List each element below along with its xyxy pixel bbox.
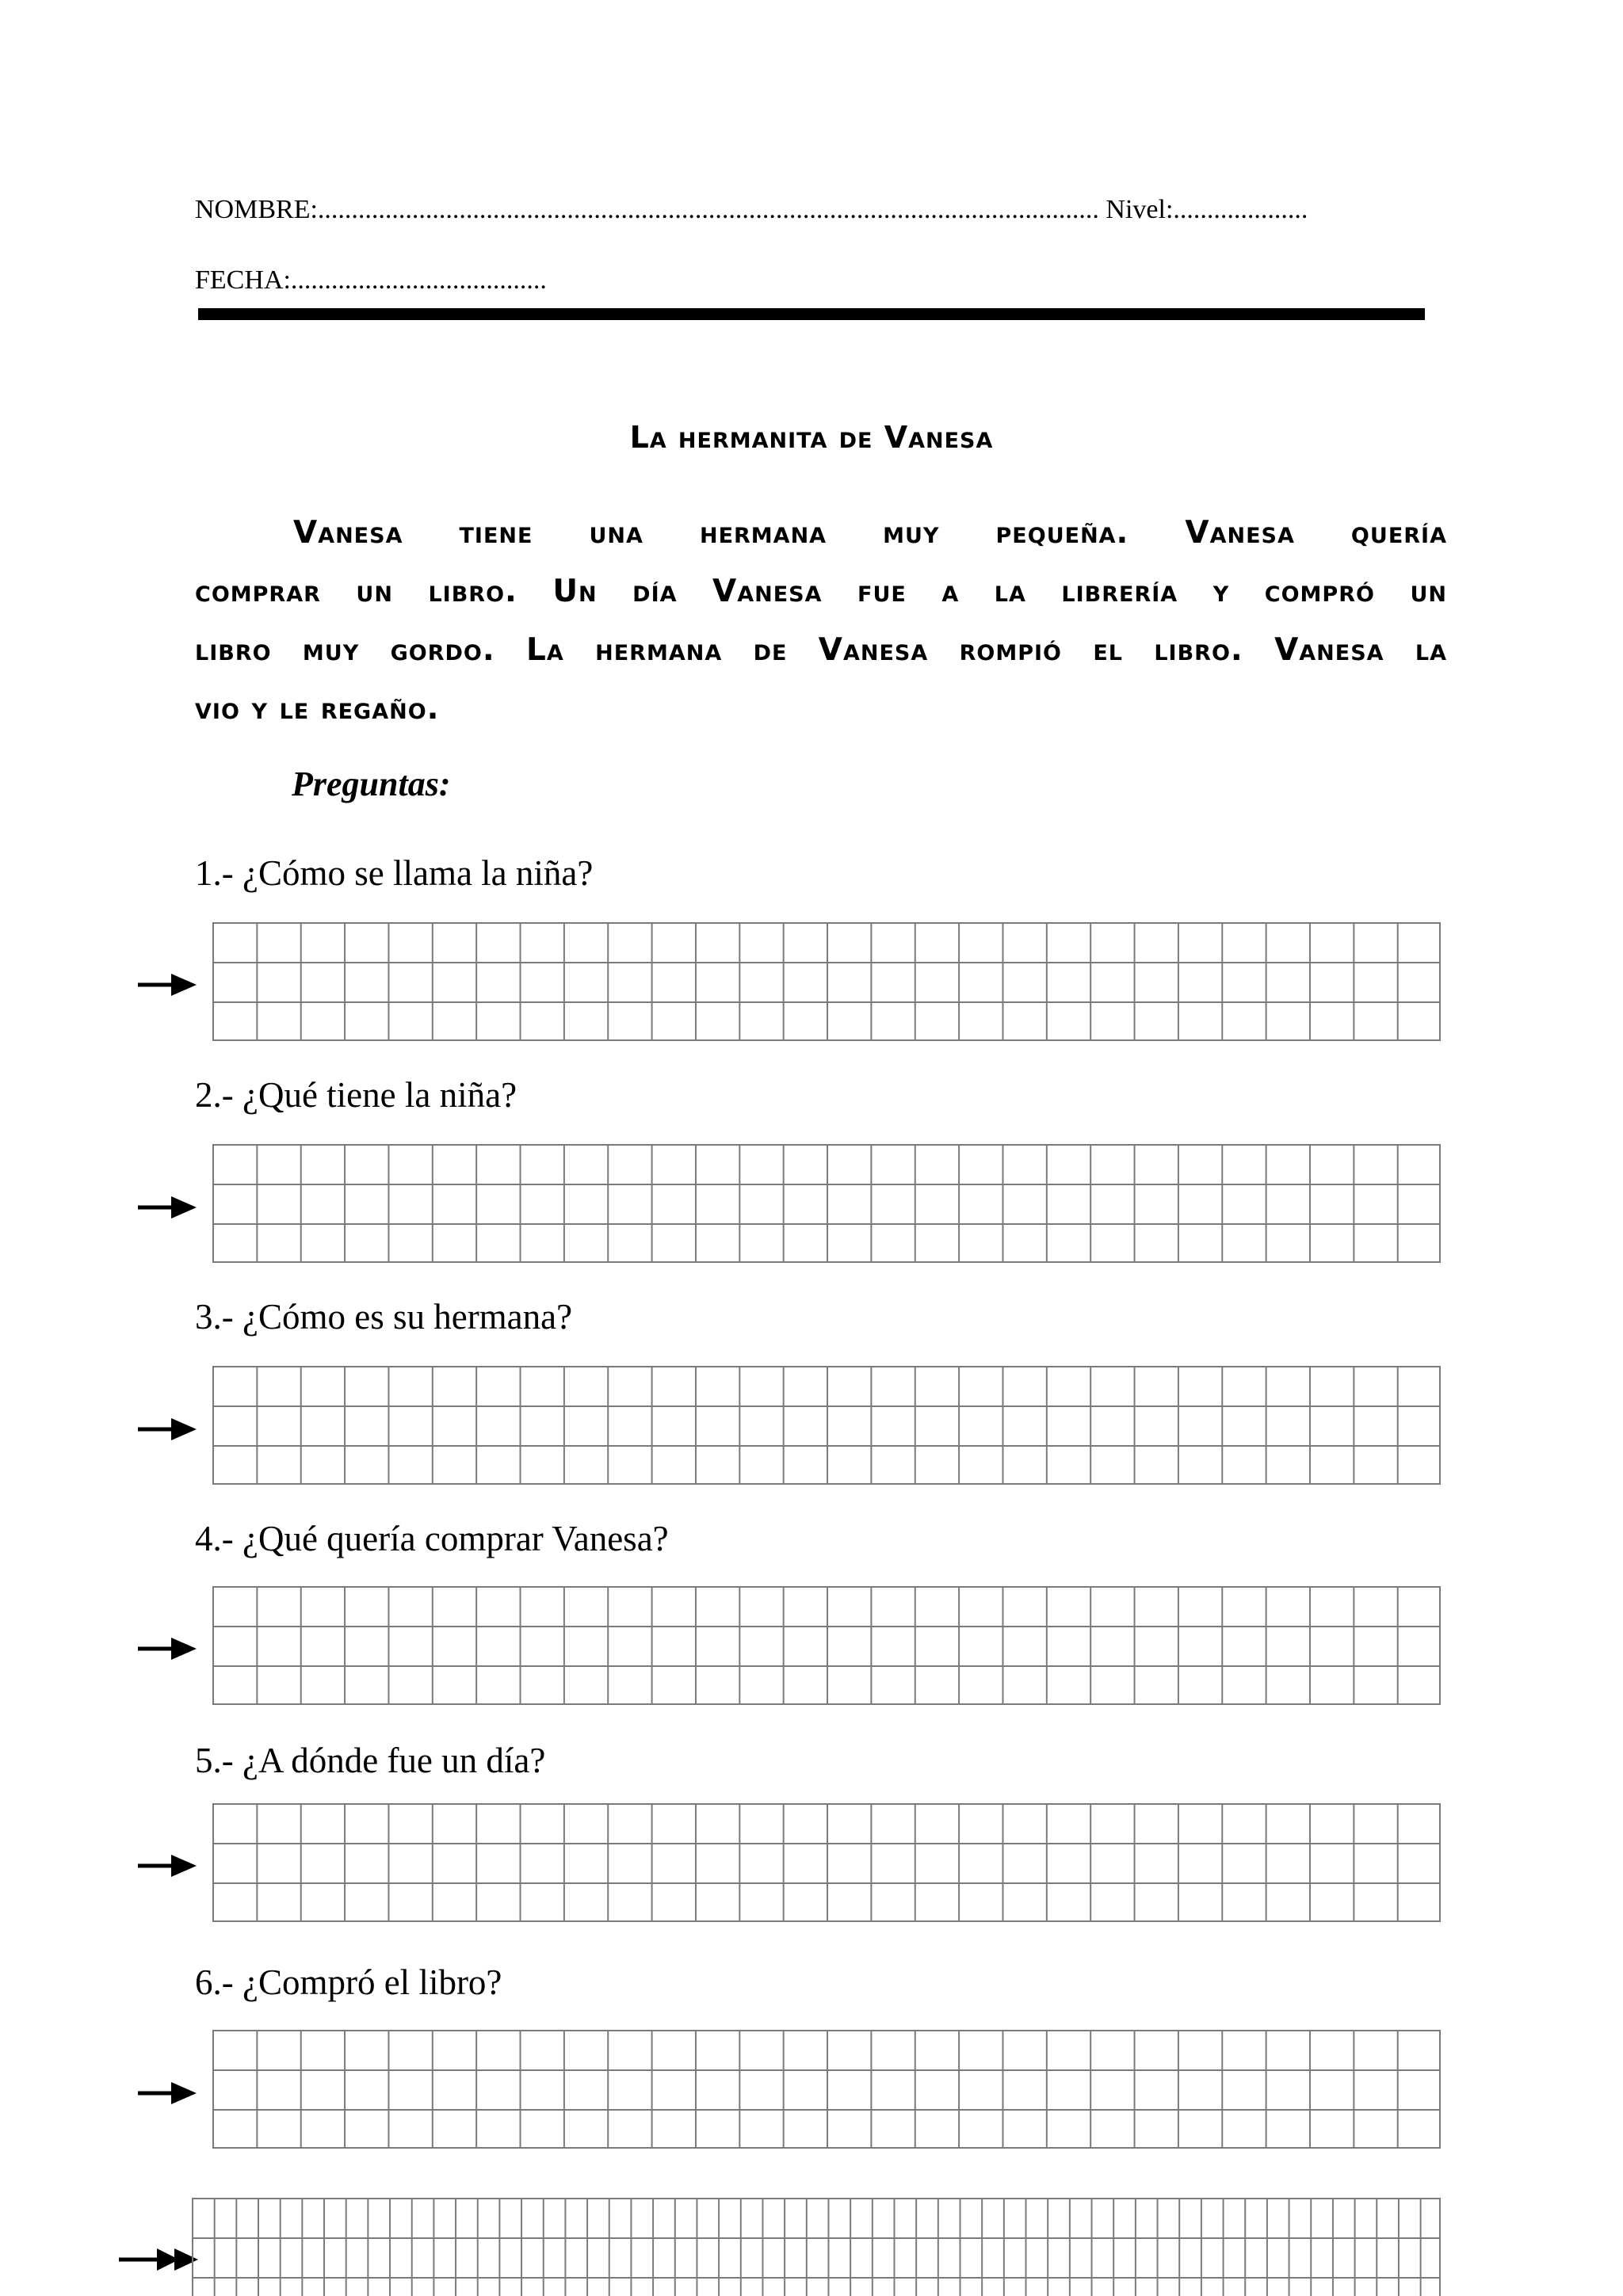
- question-2: 2.- ¿Qué tiene la niña?: [195, 1075, 517, 1115]
- question-5: 5.- ¿A dónde fue un día?: [195, 1741, 546, 1780]
- answer-grid-4[interactable]: [212, 1586, 1441, 1705]
- preguntas-label: Preguntas:: [292, 765, 451, 803]
- story-line: libro muy gordo. La hermana de Vanesa rompió el libro. Vanesa la: [195, 632, 1447, 668]
- extra-writing-grid[interactable]: [192, 2198, 1441, 2296]
- question-1: 1.- ¿Cómo se llama la niña?: [195, 853, 594, 893]
- question-3: 3.- ¿Cómo es su hermana?: [195, 1297, 573, 1337]
- story-line: comprar un libro. Un día Vanesa fue a la librería y compró un: [195, 574, 1447, 609]
- right-arrow-icon: [136, 971, 198, 999]
- nombre-nivel-line: NOMBRE:.................................................................................................................... Nivel:....................: [195, 195, 1308, 224]
- double-right-arrow-icon: [117, 2245, 200, 2274]
- right-arrow-icon: [136, 1852, 198, 1880]
- question-6: 6.- ¿Compró el libro?: [195, 1962, 502, 2002]
- fecha-line: FECHA:......................................: [195, 265, 547, 295]
- answer-grid-5[interactable]: [212, 1803, 1441, 1922]
- right-arrow-icon: [136, 1634, 198, 1663]
- question-4: 4.- ¿Qué quería comprar Vanesa?: [195, 1519, 669, 1558]
- answer-grid-1[interactable]: [212, 922, 1441, 1041]
- right-arrow-icon: [136, 2079, 198, 2107]
- right-arrow-icon: [136, 1193, 198, 1222]
- answer-grid-6[interactable]: [212, 2030, 1441, 2149]
- right-arrow-icon: [136, 1415, 198, 1444]
- header-divider: [198, 308, 1425, 320]
- story-line: Vanesa tiene una hermana muy pequeña. Vanesa quería: [293, 515, 1447, 551]
- answer-grid-3[interactable]: [212, 1366, 1441, 1485]
- story-title: La hermanita de Vanesa: [629, 420, 994, 455]
- answer-grid-2[interactable]: [212, 1144, 1441, 1263]
- story-line: vio y le regaño.: [195, 691, 440, 727]
